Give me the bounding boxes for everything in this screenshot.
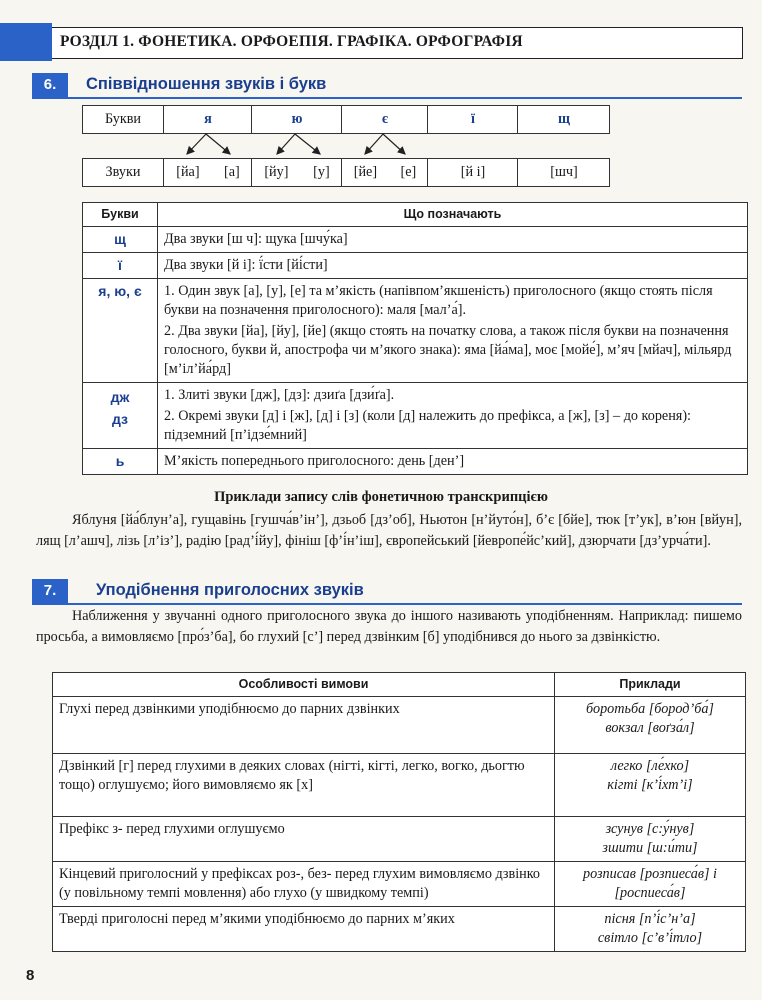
example-line: кігті [к’і́хт’і]: [607, 777, 693, 793]
strip-letter: щ: [517, 106, 610, 133]
table-header-row: [53, 673, 746, 697]
example-line: розписав [розпиеса́в] і: [583, 866, 717, 882]
table-row: [83, 383, 748, 449]
strip-sound: [йе]: [353, 164, 378, 180]
row-letter: щ: [83, 227, 158, 253]
table-row: [53, 817, 746, 862]
section-6-number: 6.: [32, 73, 68, 97]
examples-cell: [555, 754, 746, 817]
strip-letter: я: [163, 106, 252, 133]
col-header-examples: Приклади: [555, 673, 746, 697]
strip-letter: ю: [251, 106, 342, 133]
example-line: вокзал [воґза́л]: [605, 720, 695, 736]
sounds-label: Звуки: [105, 164, 141, 180]
row-letter: дж дз: [83, 383, 158, 449]
table-row: [83, 449, 748, 475]
table-row: [83, 227, 748, 253]
examples-cell: [555, 862, 746, 907]
row-letter: ї: [83, 253, 158, 279]
row-meaning: Два звуки [ш ч]: щука [шчу́ка]: [158, 227, 748, 253]
header-accent: [0, 23, 52, 61]
table-row: [53, 862, 746, 907]
strip-sound-cell: [427, 159, 518, 186]
example-line: боротьба [бород’ба́]: [586, 701, 714, 717]
section-6-rule: [32, 97, 742, 99]
strip-sound-cell: [251, 159, 342, 186]
meaning-line: 1. Один звук [а], [у], [е] та м’якість (напівпом’якшеність) приголосного (якщо стоять після букви на позначення приголосного): маля [мал’а́].: [164, 283, 713, 318]
rule-cell: Глухі перед дзвінкими уподібнюємо до парних дзвінких: [53, 697, 555, 754]
meaning-line: 2. Два звуки [йа], [йу], [йе] (якщо стоять на початку слова, а також після букви на позначення голосного, букви й, апострофа чи м’якого знака): яма [йа́ма], моє [мойе́], м’яч [мйач], мільярд [м’іл’йа́рд]: [164, 323, 732, 377]
rule-cell: Дзвінкий [г] перед глухими в деяких словах (нігті, кігті, легко, вогко, дьогтю тощо) оглушуємо; його вимовляємо як [х]: [53, 754, 555, 817]
assimilation-table: [52, 672, 746, 952]
page-number: 8: [26, 967, 35, 984]
meaning-line: 2. Окремі звуки [д] і [ж], [д] і [з] (коли [д] належить до префікса, а [ж], [з] – до кореня): підземний [п’ідзе́мний]: [164, 408, 692, 443]
strip-sound: [й і]: [460, 164, 486, 180]
example-line: [роспиеса́в]: [614, 885, 686, 901]
section-7-title: Уподібнення приголосних звуків: [96, 581, 364, 599]
table-header-row: [83, 203, 748, 227]
strip-sound: [йу]: [264, 164, 289, 180]
rule-cell: Префікс з- перед глухими оглушуємо: [53, 817, 555, 862]
row-letter: ь: [83, 449, 158, 475]
letter-sound-arrows: [82, 130, 608, 160]
strip-sound: [е]: [400, 164, 417, 180]
strip-sound: [а]: [224, 164, 240, 180]
row-meaning: [158, 279, 748, 383]
strip-letter: є: [341, 106, 428, 133]
example-line: світло [с’в’і́тло]: [597, 930, 703, 946]
strip-sound-cell: [163, 159, 252, 186]
strip-sound-cell: [341, 159, 428, 186]
strip-sound: [у]: [313, 164, 330, 180]
col-header-rule: Особливості вимови: [53, 673, 555, 697]
table-row: [53, 907, 746, 952]
strip-sound: [йа]: [176, 164, 200, 180]
example-line: зшити [ш:и́ти]: [602, 840, 698, 856]
examples-title: Приклади запису слів фонетичною транскрипцією: [214, 489, 548, 505]
header-title: РОЗДІЛ 1. ФОНЕТИКА. ОРФОЕПІЯ. ГРАФІКА. ОРФОГРАФІЯ: [60, 33, 523, 50]
table-row: [53, 697, 746, 754]
rule-cell: Тверді приголосні перед м’якими уподібнюємо до парних м’яких: [53, 907, 555, 952]
strip-sound-cell: [517, 159, 610, 186]
example-line: легко [ле́хко]: [610, 758, 690, 774]
col-header-letters: Букви: [83, 203, 158, 227]
section-7-intro: Наближення у звучанні одного приголосного звука до іншого називають уподібненням. Наприклад: пишемо просьба, а вимовляємо [про́з’ба], бо глухий [с’] перед дзвінким [б] уподібнився до нього за дзвінкістю.: [36, 608, 742, 645]
table-row: [83, 253, 748, 279]
examples-cell: [555, 697, 746, 754]
sounds-strip: [82, 158, 610, 187]
table-row: [83, 279, 748, 383]
examples-cell: [555, 907, 746, 952]
letters-label: Букви: [104, 111, 142, 127]
examples-cell: [555, 817, 746, 862]
row-meaning: Два звуки [й і]: ї́сти [йі́сти]: [158, 253, 748, 279]
row-letter: я, ю, є: [83, 279, 158, 383]
row-meaning: [158, 383, 748, 449]
section-7-number: 7.: [32, 579, 68, 603]
strip-sound: [шч]: [550, 164, 578, 180]
rule-cell: Кінцевий приголосний у префіксах роз-, без- перед глухим вимовляємо дзвінко (у повільному темпі мовлення) або глухо (у швидкому темпі): [53, 862, 555, 907]
section-6-title: Співвідношення звуків і букв: [86, 75, 327, 93]
example-line: пісня [п’і́с’н’а]: [604, 911, 696, 927]
examples-text: Яблуня [йа́блун’а], гущавінь [гушча́в’ін’], дзьоб [дз’об], Ньютон [н’йуто́н], б’є [бйе], тюк [т’ук], в’юн [вйун], лящ [л’ашч], лізь [л’із’], радію [рад’і́йу], фініш [ф’і́н’іш], європейський [йевропе́йс’кий], дзюрчати [дз’урча́ти].: [36, 512, 742, 549]
col-header-meaning: Що позначають: [158, 203, 748, 227]
letters-meaning-table: [82, 202, 748, 475]
strip-letter: ї: [427, 106, 518, 133]
example-line: зсунув [с:у́нув]: [605, 821, 695, 837]
table-row: [53, 754, 746, 817]
row-meaning: М’якість попереднього приголосного: день [ден’]: [158, 449, 748, 475]
meaning-line: 1. Злиті звуки [дж], [дз]: дзиґа [дзи́ґа].: [164, 387, 395, 403]
section-7-rule: [32, 603, 742, 605]
